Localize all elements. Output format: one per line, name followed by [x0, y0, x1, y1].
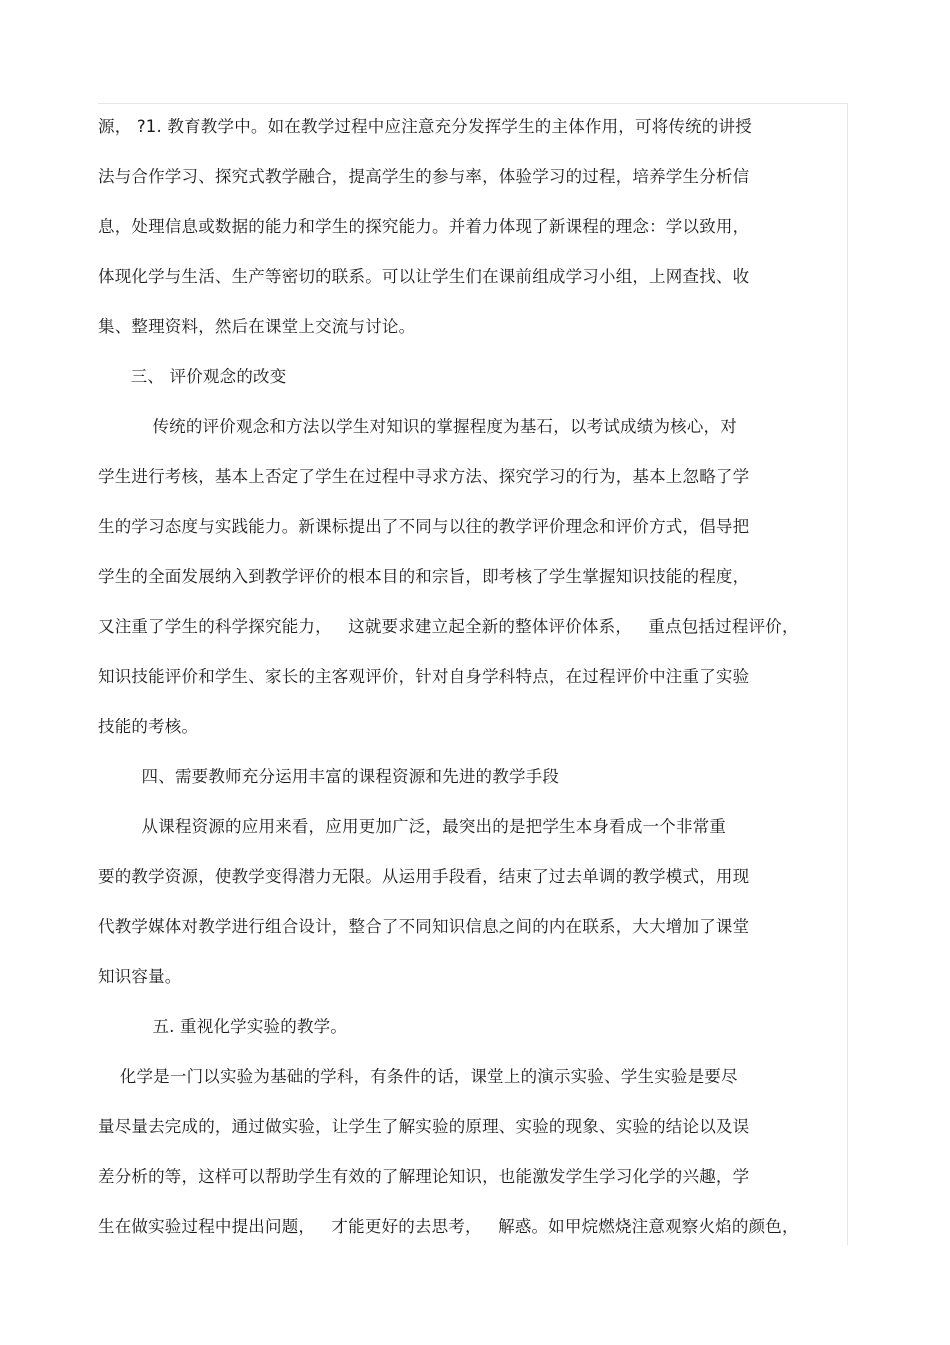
text-line: 知识容量。 — [98, 967, 182, 986]
text-line: 学生的全面发展纳入到教学评价的根本目的和宗旨，即考核了学生掌握知识技能的程度， — [98, 567, 750, 586]
text-line: 学生进行考核，基本上否定了学生在过程中寻求方法、探究学习的行为，基本上忽略了学 — [98, 467, 750, 486]
text-line: 又注重了学生的科学探究能力， 这就要求建立起全新的整体评价体系， 重点包括过程评价， — [98, 617, 799, 636]
section-heading: 四、需要教师充分运用丰富的课程资源和先进的教学手段 — [98, 767, 560, 786]
text-line: 法与合作学习、探究式教学融合，提高学生的参与率，体验学习的过程，培养学生分析信 — [98, 167, 750, 186]
text-line: 息，处理信息或数据的能力和学生的探究能力。并着力体现了新课程的理念：学以致用， — [98, 217, 750, 236]
section-heading: 三、 评价观念的改变 — [98, 367, 287, 386]
text-line: 技能的考核。 — [98, 717, 199, 736]
text-line: 生的学习态度与实践能力。新课标提出了不同与以往的教学评价理念和评价方式，倡导把 — [98, 517, 750, 536]
text-line: 源， ?1. 教育教学中。如在教学过程中应注意充分发挥学生的主体作用，可将传统的讲授 — [98, 117, 752, 136]
text-line: 知识技能评价和学生、家长的主客观评价，针对自身学科特点，在过程评价中注重了实验 — [98, 667, 750, 686]
text-line: 从课程资源的应用来看，应用更加广泛，最突出的是把学生本身看成一个非常重 — [98, 817, 727, 836]
text-line: 体现化学与生活、生产等密切的联系。可以让学生们在课前组成学习小组，上网查找、收 — [98, 267, 750, 286]
text-line: 集、整理资料，然后在课堂上交流与讨论。 — [98, 317, 416, 336]
text-line: 差分析的等，这样可以帮助学生有效的了解理论知识，也能激发学生学习化学的兴趣，学 — [98, 1167, 750, 1186]
text-line: 传统的评价观念和方法以学生对知识的掌握程度为基石，以考试成绩为核心，对 — [98, 417, 737, 436]
text-line: 代教学媒体对教学进行组合设计，整合了不同知识信息之间的内在联系，大大增加了课堂 — [98, 917, 750, 936]
page-border-top — [98, 103, 848, 104]
text-line: 化学是一门以实验为基础的学科，有条件的话，课堂上的演示实验、学生实验是要尽 — [98, 1067, 738, 1086]
text-line: 要的教学资源，使教学变得潜力无限。从运用手段看，结束了过去单调的教学模式，用现 — [98, 867, 750, 886]
text-line: 量尽量去完成的，通过做实验，让学生了解实验的原理、实验的现象、实验的结论以及误 — [98, 1117, 750, 1136]
text-line: 生在做实验过程中提出问题， 才能更好的去思考， 解惑。如甲烷燃烧注意观察火焰的颜色， — [98, 1217, 799, 1236]
section-heading: 五. 重视化学实验的教学。 — [98, 1017, 348, 1036]
page-border-right — [847, 103, 848, 1245]
